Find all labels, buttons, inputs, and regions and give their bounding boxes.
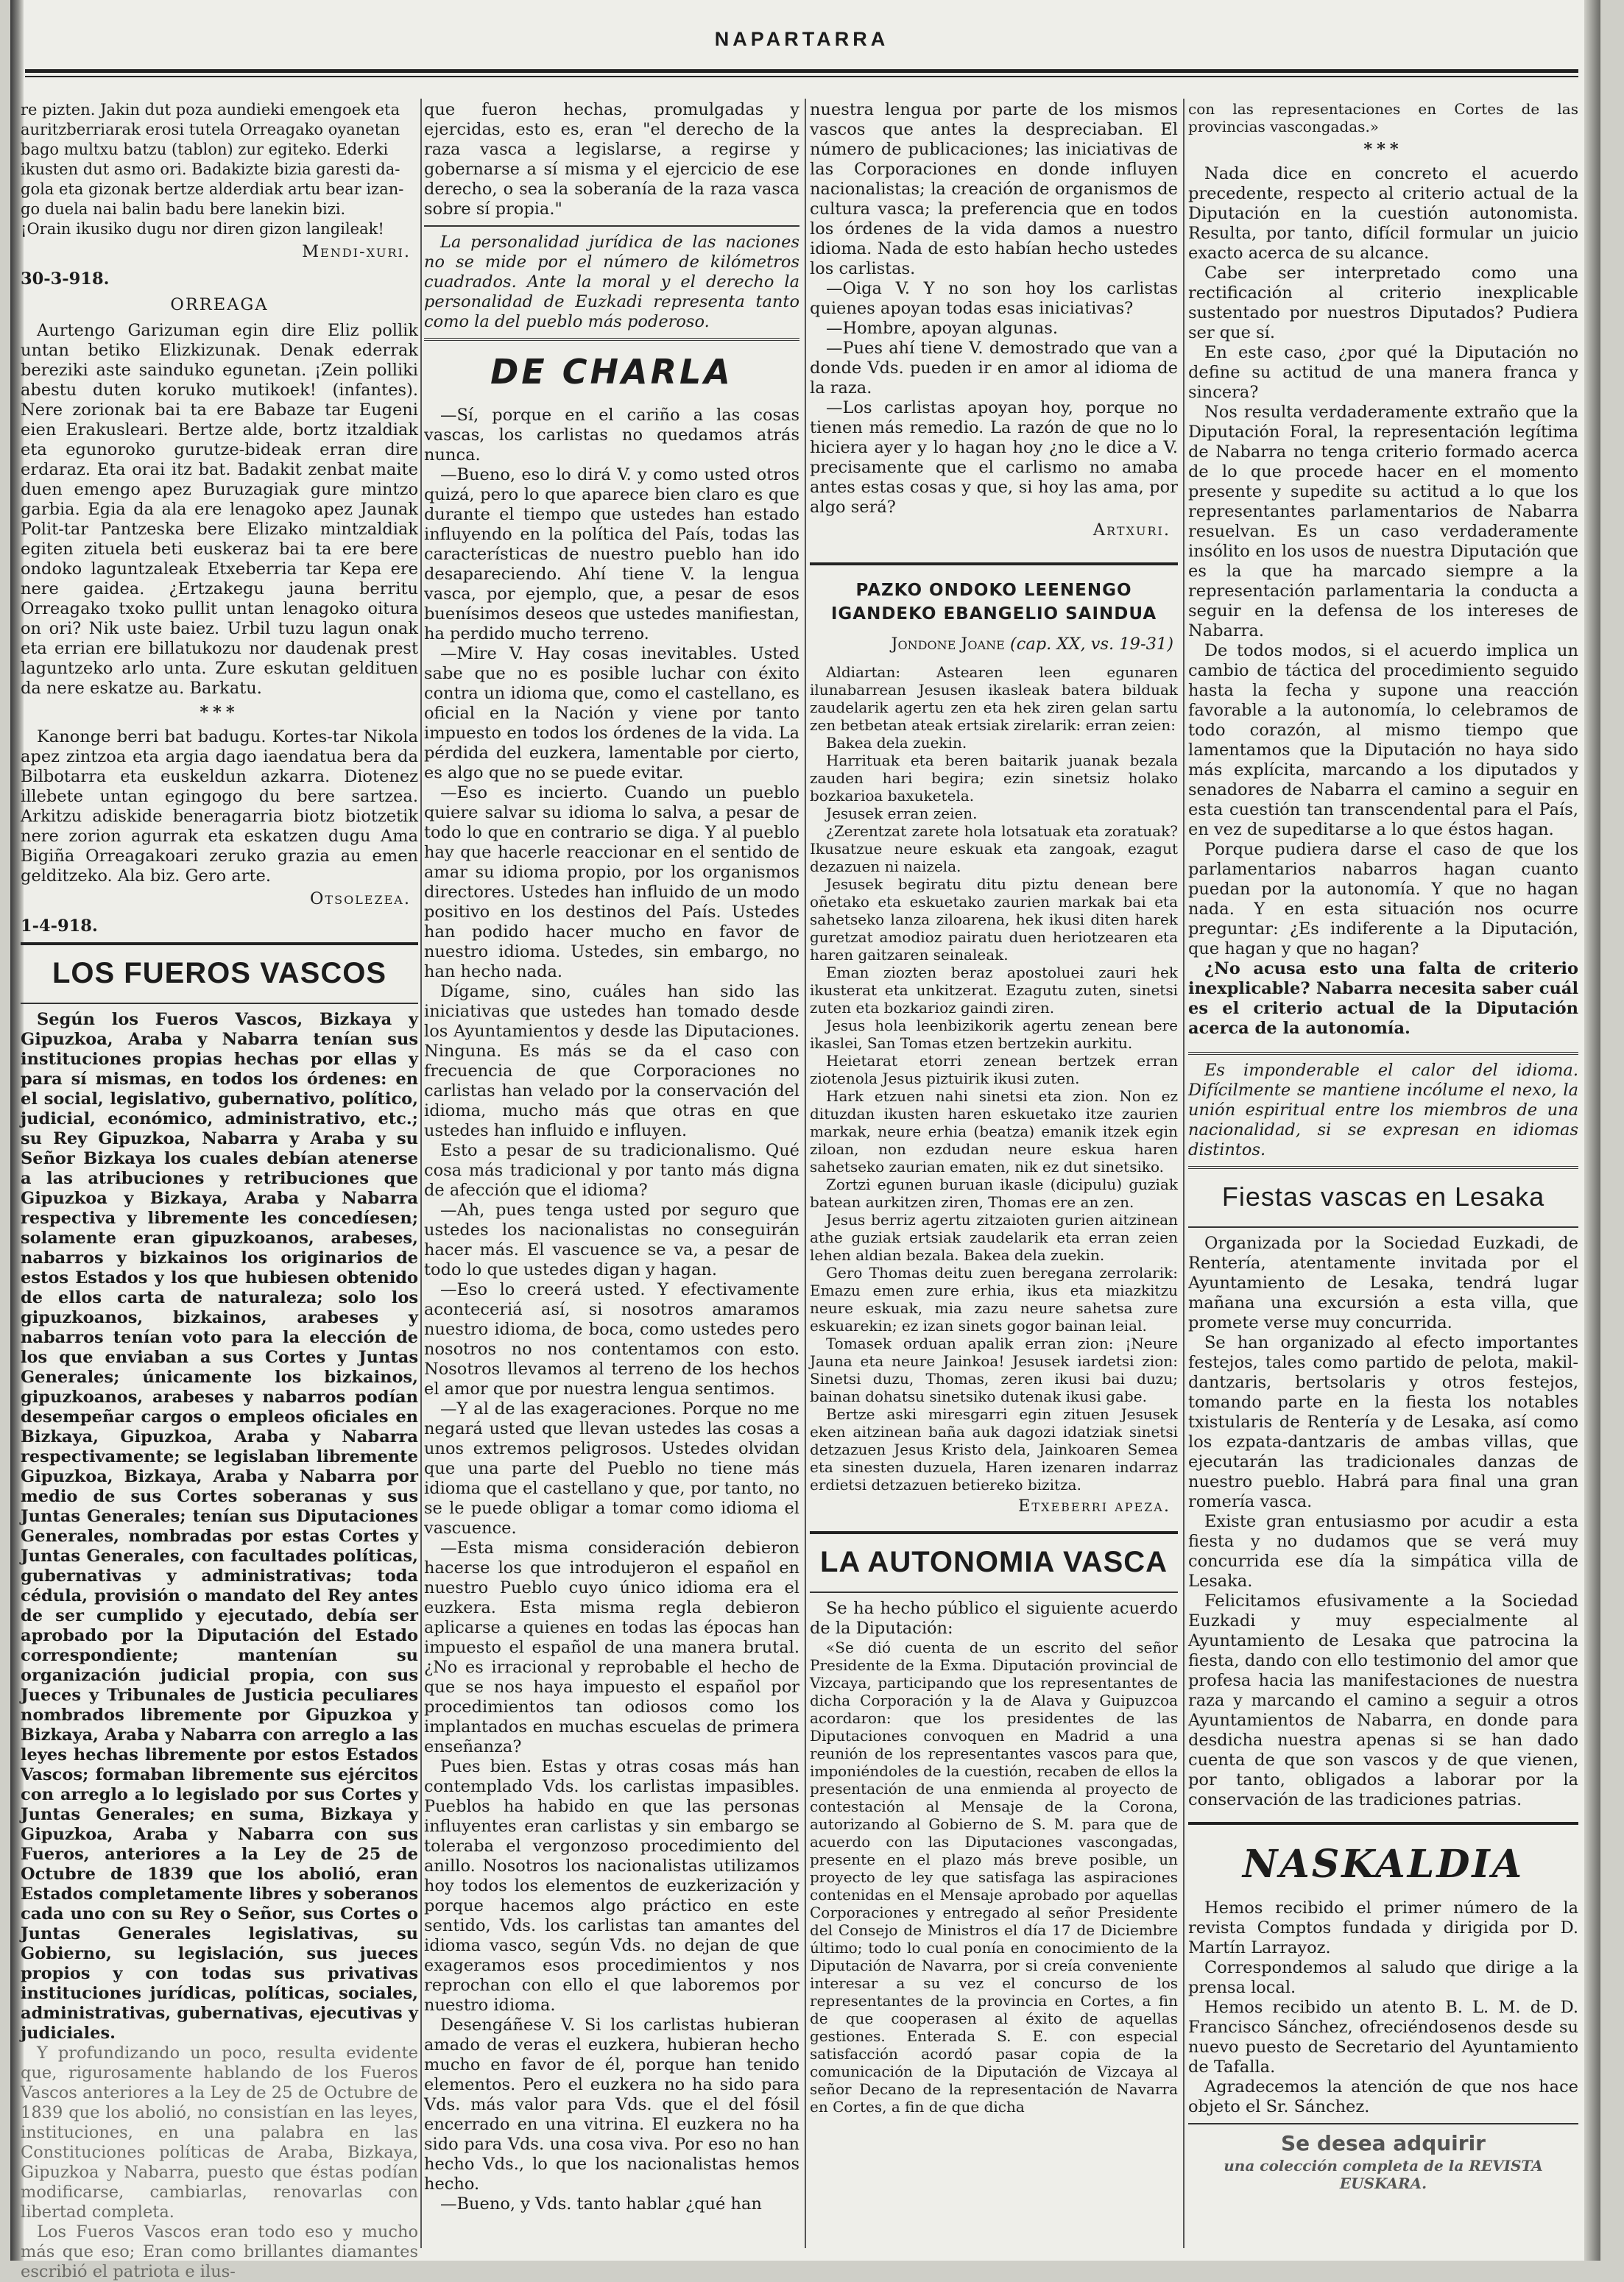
byline-author: Jondone Joane <box>891 635 1005 654</box>
headline-naskaldia: NASKALDIA <box>1242 1842 1525 1887</box>
poem-line: ikusten dut asmo ori. Badakizte bizia garesti da- <box>21 160 400 178</box>
gospel-paragraph: Gero Thomas deitu zuen beregana zerrolarik: Emazu emen zure erhia, ikus eta miazkitzu neure eskuak, mia zazu neure sahetsa zure eskuarekin; ez izan sinets gogor bainan leial. <box>810 1264 1178 1335</box>
column-2 <box>424 100 799 2250</box>
quoted-resolution: «Se dió cuenta de un escrito del señor Presidente de la Exma. Diputación provincial de Vizcaya, participando que los representantes de dicha Corporación y la de Alava y Guipuzcoa acordaron: que los presidentes de las Diputaciones convoquen en Madrid a una reunión de los representantes vascos para que, imponiéndoles de la cuestión, recaben de ellos la presentación de una enmienda al proyecto de contestación al Mensaje de la Corona, autorizando al Gobierno de S. M. para que de acuerdo con las Diputaciones vascongadas, presente en el plazo más breve posible, un proyecto de ley que satisfaga las aspiraciones contenidas en el Mensaje aprobado por aquellas Corporaciones y entregado al señor Presidente del Consejo de Ministros el día 17 de Diciembre último; todo lo cual ponía en conocimiento de la Diputación de Navarra, por si creía conveniente interesar a su vez el concurso de los representantes de la provincia en Cortes, a fin de que cooperasen al éxito de aquellas gestiones. Enterada S. E. con especial satisfacción acordó pasar copia de la comunicación de la Diputación de Vizcaya al señor Decano de la representación de Navarra en Cortes, a fin de que dicha <box>810 1639 1178 2116</box>
poem-line: re pizten. Jakin dut poza aundieki emengoek eta <box>21 101 400 119</box>
divider <box>810 1531 1178 1534</box>
gospel-paragraph: Hark etzuen nahi sinetsi eta zion. Non ez dituzdan ikusten haren eskuetako itze zaurien markak, neure erhia (beatza) emanik itzek egin ziloan, non ezdudan neure eskua haren sahetseko zaurian ematen, nik ez dut sinetsiko. <box>810 1087 1178 1176</box>
column-4 <box>1188 100 1578 2250</box>
signature: Etxeberri apeza. <box>1018 1497 1171 1516</box>
poem-line: gola eta gizonak bertze alderdiak artu bear izan- <box>21 180 404 198</box>
gospel-text <box>810 663 1178 1494</box>
date: 30-3-918. <box>21 269 110 289</box>
separator-asterisks: *** <box>1363 140 1403 159</box>
article-paragraph: Kanonge berri bat badugu. Kortes-tar Nikola apez zintzoa eta argia dago iaendatua bera da Bilbotarra eta euskeldun azkarra. Diotenez illebete untan egingogo du bere sartzea. Arkitzu adiskide beneragarria biotz biotzetik nere zorion agurrak eta eskatzen dugu Ama Bigiña Orreagakoari zeruko grazia au emen gelditzeko. Ala biz. Gero arte. <box>21 727 418 886</box>
article-paragraph: Cabe ser interpretado como una rectificación al criterio inexplicable sustentado por nuestros Diputados? Pudiera ser que sí. <box>1188 264 1578 342</box>
column-3 <box>810 100 1178 2250</box>
dialog-paragraph: —Y al de las exageraciones. Porque no me negará usted que llevan ustedes las cosas a unos extremos peligrosos. Ustedes olvidan que una parte del Pueblo no tiene más idioma que el castellano y que, por tanto, no se le puede obligar a tomar como idioma el vascuence. <box>424 1399 799 1538</box>
gospel-paragraph: Heietarat etorri zenean bertzek erran ziotenola Jesus piztuirik ikusi zuten. <box>810 1052 1178 1087</box>
byline-reference: (cap. XX, vs. 19-31) <box>1009 635 1173 654</box>
dialog-paragraph: —Hombre, apoyan algunas. <box>826 319 1059 338</box>
dialog-paragraph: —Ah, pues tenga usted por seguro que ustedes los nacionalistas no conseguirán hacer más. El vascuence se va, a pesar de todo lo que ustedes digan y hagan. <box>424 1201 799 1279</box>
gospel-paragraph: Jesus hola leenbizikorik agertu zenean bere ikaslei, San Tomas etzen bertzekin aurkitu. <box>810 1017 1178 1052</box>
article-paragraph: Los Fueros Vascos eran todo eso y mucho más que eso; Eran como brillantes diamantes escribió el patriota e ilus- <box>21 2222 418 2281</box>
article-paragraph: Agradecemos la atención de que nos hace objeto el Sr. Sánchez. <box>1188 2077 1578 2116</box>
article-paragraph: En este caso, ¿por qué la Diputación no define su actitud de una manera franca y sincera? <box>1188 343 1578 402</box>
divider <box>810 1592 1178 1593</box>
headline-fueros-vascos: LOS FUEROS VASCOS <box>52 957 387 989</box>
dialog-paragraph: Esto a pesar de su tradicionalismo. Qué cosa más tradicional y por tanto más digna de afección que el idioma? <box>424 1141 799 1200</box>
date: 1-4-918. <box>21 916 98 936</box>
dialog-paragraph: —Eso es incierto. Cuando un pueblo quiere salvar su idioma lo salva, a pesar de todo lo que en contrario se diga. Y al pueblo hay que hacerle reaccionar en el sentido de amar su idioma propio, por los organismos directores. Ustedes han influido de un modo positivo en los destinos del País. Ustedes han podido hacer mucho en favor de nuestro idioma. Ustedes, sin embargo, no han hecho nada. <box>424 783 799 981</box>
gospel-paragraph: Jesusek begiratu ditu piztu denean bere oñetako eta eskuetako zaurien markak bai eta sahetseko lanza ziloarena, hek ikusi diten harek guretzat amodioz pairatu duen heriotzearen eta haren gaitzaren seinaleak. <box>810 875 1178 964</box>
byline <box>810 635 1173 654</box>
article-paragraph: Porque pudiera darse el caso de que los parlamentarios nabarros hagan cuanto puedan por la autonomía. Y que no hagan nada. Y en esta situación nos ocurre preguntar: ¿Es indiferente a la Diputación, que hagan y que no hagan? <box>1188 840 1578 958</box>
dialog-paragraph: —Bueno, eso lo dirá V. y como usted otros quizá, pero lo que aparece bien claro es que durante el tiempo que ustedes han estado influyendo en la política del País, todas las características de nuestro pueblo han ido desapareciendo. Ahí tiene V. la lengua vasca, por ejemplo, que, a pesar de esos buenísimos deseos que ustedes manifiestan, ha perdido mucho terreno. <box>424 465 799 643</box>
dialog-paragraph: Dígame, sino, cuáles han sido las iniciativas que ustedes han tomado desde los Ayuntamientos y desde las Diputaciones. Ninguna. Es más se da el caso con frecuencia de que Corporaciones no carlistas han velado por la conservación del idioma, mucho más que otras en que ustedes han influido e influyen. <box>424 982 799 1140</box>
gospel-paragraph: Jesus berriz agertu zitzaioten gurien aitzinean athe guziak ertsiak zaudelarik eta erran zeien lehen aldian bezala. Bakea dela zuekin. <box>810 1211 1178 1264</box>
headline-autonomia-vasca: LA AUTONOMIA VASCA <box>819 1546 1168 1578</box>
poem-line: ¡Orain ikusiko dugu nor diren gizon langileak! <box>21 220 384 238</box>
column-1 <box>21 100 418 2281</box>
article-paragraph: Hemos recibido un atento B. L. M. de D. Francisco Sánchez, ofreciéndosenos desde su nuevo puesto de Secretario del Ayuntamiento de Tafalla. <box>1188 1998 1578 2077</box>
quote-box: La personalidad jurídica de las naciones no se mide por el número de kilómetros cuadrados. Ante la moral y el derecho la personalidad de Euzkadi representa tanto como la del pueblo más poderoso. <box>424 233 799 331</box>
article-paragraph: ¿No acusa esto una falta de criterio inexplicable? Nabarra necesita saber cuál es el criterio actual de la Diputación acerca de la autonomía. <box>1188 959 1578 1038</box>
article-paragraph: Existe gran entusiasmo por acudir a esta fiesta y no dudamos que se verá muy concurrida ese día la simpática villa de Lesaka. <box>1188 1512 1578 1591</box>
article-paragraph: Correspondemos al saludo que dirige a la prensa local. <box>1188 1958 1578 1997</box>
article-paragraph: Y profundizando un poco, resulta evidente que, rigurosamente hablando de los Fueros Vascos anteriores a la Ley de 25 de Octubre de 1839 que los abolió, no consistían en las leyes, instituciones, en una palabra en las Constituciones políticas de Araba, Bizkaya, Gipuzkoa y Nabarra, puesto que éstas podían modificarse, cambiarlas, renovarlas con libertad completa. <box>21 2043 418 2222</box>
article-lead: Según los Fueros Vascos, Bizkaya y Gipuzkoa, Araba y Nabarra tenían sus instituciones propias hechas por ellas y para sí mismas, en todos los órdenes: en el social, legislativo, gubernativo, político, judicial, económico, administrativo, etc.; su Rey Gipuzkoa, Nabarra y Araba y su Señor Bizkaya los cuales debían atenerse a las atribuciones y retribuciones que Gipuzkoa y Bizkaya, Araba y Nabarra respectiva y libremente les concedíesen; solamente eran gipuzkoanos, arabeses, nabarros y bizkainos los originarios de estos Estados y los que hubiesen obtenido de ellos carta de naturaleza; solo los gipuzkoanos, bizkainos, arabeses y nabarros tenían voto para la elección de los que enviaban a sus Cortes y Juntas Generales; únicamente los bizkainos, gipuzkoanos, arabeses y nabarros podían desempeñar cargos o empleos oficiales en Bizkaya, Gipuzkoa, Araba y Nabarra respectivamente; se legislaban libremente Gipuzkoa, Bizkaya, Araba y Nabarra por medio de sus Cortes soberanas y sus Juntas Generales; tenían sus Diputaciones Generales, nombradas por estas Cortes y Juntas Generales, con facultades políticas, gubernativas y administrativas; toda cédula, provisión o mandato del Rey antes de ser cumplido y ejecutado, debía ser aprobado por la Diputación del Estado correspondiente; mantenían su organización judicial propia, con sus Jueces y Tribunales de Justicia peculiares nombrados libremente por Gipuzkoa y Bizkaya, Araba y Nabarra con arreglo a las leyes hechas libremente por estos Estados Vascos; formaban libremente sus ejércitos con arreglo a lo legislado por sus Cortes y Juntas Generales; en suma, Bizkaya y Gipuzkoa, Araba y Nabarra con sus Fueros, anteriores a la Ley de 25 de Octubre de 1839 que los abolió, eran Estados completamente libres y soberanos cada uno con su Rey o Señor, sus Cortes o Juntas Generales legislativas, su Gobierno, su legislación, sus jueces propios y con todas sus privativas instituciones jurídicas, políticas, sociales, administrativas, gubernativas, ejecutivas y judiciales. <box>21 1010 418 2043</box>
advert-title: Se desea adquirir <box>1281 2131 1486 2155</box>
article-paragraph: Nos resulta verdaderamente extraño que la Diputación Foral, la representación legítima de Nabarra no tenga criterio formado acerca de lo que procede hacer en el momento presente y supedite su actitud a lo que los representantes parlamentarios de Nabarra resuelvan. Es un caso verdaderamente insólito en los usos de nuestra Diputación que es la que ha marcado siempre a la representación parlamentaria la conducta a seguir en la defensa de los intereses de Nabarra. <box>1188 403 1578 640</box>
dialog-paragraph: nuestra lengua por parte de los mismos vascos que antes la despreciaban. El número de publicaciones; las iniciativas de las Corporaciones en donde influyen nacionalistas; la creación de organismos de cultura vasca; la preferencia que en todos los órdenes de la vida damos a nuestro idioma. Nada de esto habían hecho ustedes los carlistas. <box>810 100 1178 278</box>
signature: Artxuri. <box>1092 520 1171 540</box>
article-paragraph: Hemos recibido el primer número de la revista Comptos fundada y dirigida por D. Martín Larrayoz. <box>1188 1898 1578 1957</box>
newspaper-title: NAPARTARRA <box>714 28 889 50</box>
newspaper-page <box>10 0 1600 2281</box>
divider <box>1188 1052 1578 1055</box>
gospel-paragraph: ¿Zerentzat zarete hola lotsatuak eta zoratuak? Ikusatzue neure eskuak eta zangoak, ezagut dezazuen ni naizela. <box>810 822 1178 875</box>
gospel-paragraph: Harrituak eta beren baitarik juanak bezala zauden hari begira; ezin sinetsiz holako bozkarioa baxuketela. <box>810 752 1178 805</box>
divider <box>1188 1226 1578 1228</box>
dialog-paragraph: Desengáñese V. Si los carlistas hubieran amado de veras el euzkera, hubieran hecho mucho en favor de él, porque han tenido elementos. Pero el euzkera no ha sido para Vds. más valor para Vds. que el del fósil encerrado en una vitrina. El euzkera no ha sido para Vds. una cosa viva. Por eso no han hecho Vds., lo que los nacionalistas hemos hecho. <box>424 2016 799 2194</box>
article-paragraph: que fueron hechas, promulgadas y ejercidas, esto es, eran "el derecho de la raza vasca a legislarse, a regirse y gobernarse a sí misma y el ejercicio de ese derecho, o sea la soberanía de la raza vasca sobre sí propia." <box>424 100 799 219</box>
scan-edge <box>1584 0 1600 2261</box>
gospel-paragraph: Tomasek orduan apalik erran zion: ¡Neure Jauna eta neure Jainkoa! Jesusek iardetsi zion: Sinetsi duzu, Thomas, zeren ikusi bai duzu; bainan dohatsu sinetsiko dutenak ikusi gabe. <box>810 1335 1178 1405</box>
article-paragraph: Organizada por la Sociedad Euzkadi, de Rentería, atentamente invitada por el Ayuntamiento de Lesaka, tendrá lugar mañana una excursión a esta villa, que promete verse muy concurrida. <box>1188 1234 1578 1332</box>
column-divider <box>420 99 422 2248</box>
dialog-paragraph: —Mire V. Hay cosas inevitables. Usted sabe que no es posible luchar con éxito contra un idioma que, como el castellano, es oficial en la Nación y viene por tanto impuesto en todos los órdenes de la vida. La pérdida del euzkera, lamentable por cierto, es algo que no se puede evitar. <box>424 644 799 783</box>
article-paragraph: Se ha hecho público el siguiente acuerdo de la Diputación: <box>810 1599 1178 1638</box>
divider <box>1188 2123 1578 2124</box>
dialog-paragraph: —Los carlistas apoyan hoy, porque no tienen más remedio. La razón de que no lo hiciera ayer y lo hagan hoy ¿no le dice a V. precisamente que el carlismo no amaba antes estas cosas y que, si hoy las ama, por algo será? <box>810 398 1178 517</box>
dialog-paragraph: —Bueno, y Vds. tanto hablar ¿qué han <box>440 2194 762 2214</box>
divider <box>424 338 799 341</box>
headline-de-charla: DE CHARLA <box>490 352 733 392</box>
article-paragraph: con las representaciones en Cortes de las provincias vascongadas.» <box>1188 100 1578 135</box>
gospel-paragraph: Zortzi egunen buruan ikasle (dicipulu) guziak batean aurkitzen ziren, Thomas ere an zen. <box>810 1176 1178 1211</box>
gospel-paragraph: Bertze aski miresgarri egin zituen Jesusek eken aitzinean baña auk dagozi idatziak sinetsi detzazuen Jesus Kristo dela, Jainkoaren Semea eta sinesten duzuela, Haren izenaren indarraz erdietsi detzazuen betiereko bizitza. <box>810 1405 1178 1494</box>
masthead-rule <box>25 69 1578 73</box>
signature: Mendi-xuri. <box>302 242 411 261</box>
divider <box>1188 1166 1578 1169</box>
column-divider <box>1183 99 1185 2248</box>
signature: Otsolezea. <box>309 889 411 908</box>
divider <box>810 562 1178 565</box>
masthead <box>25 28 1578 72</box>
dialog-paragraph: —Oiga V. Y no son hoy los carlistas quienes apoyan todas esas iniciativas? <box>810 279 1178 318</box>
headline-fiestas-vascas: Fiestas vascas en Lesaka <box>1221 1181 1545 1212</box>
article-paragraph: Nada dice en concreto el acuerdo precedente, respecto al criterio actual de la Diputación en la cuestión autonomista. Resulta, por tanto, difícil formular un juicio exacto acerca de su alcance. <box>1188 164 1578 263</box>
gospel-paragraph: Aldiartan: Astearen leen egunaren ilunabarrean Jesusen ikasleak batera bilduak zaudelarik agertu zen eta hek ziren gelan sartu zen betbetan ateak ertsiak zirelarik: erran zeien: <box>810 663 1178 734</box>
gospel-paragraph: Eman ziozten beraz apostoluei zauri hek ikusterat eta unkitzerat. Ezagutu zuten, sinetsi zuten eta bozkarioz gaindi ziren. <box>810 964 1178 1017</box>
poem-block <box>21 100 418 239</box>
article-paragraph: De todos modos, si el acuerdo implica un cambio de táctica del procedimiento seguido hasta la fecha y supone una reacción favorable a la autonomía, lo celebramos de todo corazón, al mismo tiempo que lamentamos que la Diputación no haya sido más explícita, marcando a los diputados y senadores de Nabarra el camino a seguir en esta cuestión tan transcendental para el País, en vez de supeditarse a lo que éstos hagan. <box>1188 641 1578 839</box>
masthead-rule <box>25 76 1578 77</box>
separator-asterisks: *** <box>200 703 239 722</box>
advert-text: una colección completa de la REVISTA EUSKARA. <box>1224 2157 1543 2192</box>
dialog-paragraph: —Pues ahí tiene V. demostrado que van a donde Vds. pueden ir en amor al idioma de la raza. <box>810 339 1178 398</box>
divider <box>21 942 418 945</box>
dialog-paragraph: —Eso lo creerá usted. Y efectivamente aconteceriá así, si nosotros amaramos nuestro idioma, de boca, como ustedes pero nosotros no nos contentamos con esto. Nosotros llevamos al terreno de los hechos el amor que por nuestra lengua sentimos. <box>424 1280 799 1399</box>
divider <box>21 1003 418 1004</box>
poem-line: auritzberriarak erosi tutela Orreagako oyanetan <box>21 121 400 138</box>
dialog-paragraph: —Esta misma consideración debieron hacerse los que introdujeron el español en nuestro Pueblo cuyo único idioma era el euzkera. Esta misma regla debieron aplicarse a quienes en todas las épocas han impuesto el español de una manera brutal. ¿No es irracional y reprobable el hecho de que se nos haya impuesto el español por procedimientos tan odiosos como los implantados en muchas escuelas de primera enseñanza? <box>424 1539 799 1756</box>
article-paragraph: Se han organizado al efecto importantes festejos, tales como partido de pelota, makil-dantzaris, bertsolaris y otros festejos, tomando parte en la fiesta los notables txistularis de Rentería y de Lesaka, así como los ezpata-dantzaris de ambas villas, que ejecutarán las tradicionales danzas de nuestro pueblo. Habrá para final una gran romería vasca. <box>1188 1333 1578 1511</box>
column-divider <box>805 99 806 2248</box>
divider <box>424 225 799 227</box>
dialog-paragraph: Pues bien. Estas y otras cosas más han contemplado Vds. los carlistas impasibles. Pueblos ha habido en que las personas influyentes eran carlistas y sin embargo se toleraba el vergonzoso procedimiento del anillo. Nosotros los nacionalistas utilizamos hoy todos los elementos de euzkerización y porque hacemos algo práctico en este sentido, Vds. los carlistas tan amantes del idioma vasco, según Vds. no dejan de que exageramos esos procedimientos y nos reprochan con ello el que laboremos por nuestro idioma. <box>424 1757 799 2015</box>
poem-line: go duela nai balin badu bere lanekin bizi. <box>21 200 346 218</box>
article-paragraph: Felicitamos efusivamente a la Sociedad Euzkadi y muy especialmente al Ayuntamiento de Lesaka que patrocina la fiesta, dando con ello testimonio del amor que profesa hacia las manifestaciones de nuestra raza y marcando el camino a seguir a otros Ayuntamientos de Nabarra, en donde para desdicha nuestra apenas si se han dado cuenta de que son vascos y de que vienen, por tanto, obligados a laborar por la conservación de las tradiciones patrias. <box>1188 1592 1578 1809</box>
article-paragraph: Aurtengo Garizuman egin dire Eliz pollik untan betiko Elizkizunak. Denak ederrak bereziki aste sainduko egunetan. ¡Zein polliki abestu duten koruko mutikoek! (infantes). Nere zorionak bai ta ere Babaze tar Eugeni eien Erakusleari. Bertze alde, bortz itzaldiak eta egunoroko gurutze-bideak erran dire erdaraz. Eta orai itz bat. Badakit zenbat maite duen emengo apez Buruzagiak gure mintzo garbia. Egia da ala ere lenagoko apez Jaunak Polit-tar Pantzeska bere Elizako mintzaldiak egiten zituela beti euskeraz bai ta ere bere ondoko laguntzaleak Etxeberria tar Kepa ere nere gaidea. ¿Ertzakegu jauna berritu Orreagako txoko pullit untan lenagoko oitura on ori? Nik uste baiez. Urbil tuzu lagun onak eta errian ere billatukozu nor daudenak prest laguntzeko arlo unta. Zure eskutan geldituen da nere eskatze au. Barkatu. <box>21 321 418 698</box>
dialog-paragraph: —Sí, porque en el cariño a las cosas vascas, los carlistas no quedamos atrás nunca. <box>424 406 799 464</box>
section-title-orreaga: ORREAGA <box>170 295 269 314</box>
headline-pazko: PAZKO ONDOKO LEENENGO IGANDEKO EBANGELIO SAINDUA <box>830 581 1157 624</box>
divider <box>1188 1822 1578 1825</box>
gospel-paragraph: Jesusek erran zeien. <box>826 805 978 822</box>
poem-line: bago multxu batzu (tablon) zur egiteko. Ederki <box>21 141 389 158</box>
quote-box: Es imponderable el calor del idioma. Difícilmente se mantiene incólume el nexo, la unión espiritual entre los miembros de una nacionalidad, si se expresan en idiomas distintos. <box>1188 1061 1578 1159</box>
gospel-paragraph: Bakea dela zuekin. <box>826 734 967 752</box>
